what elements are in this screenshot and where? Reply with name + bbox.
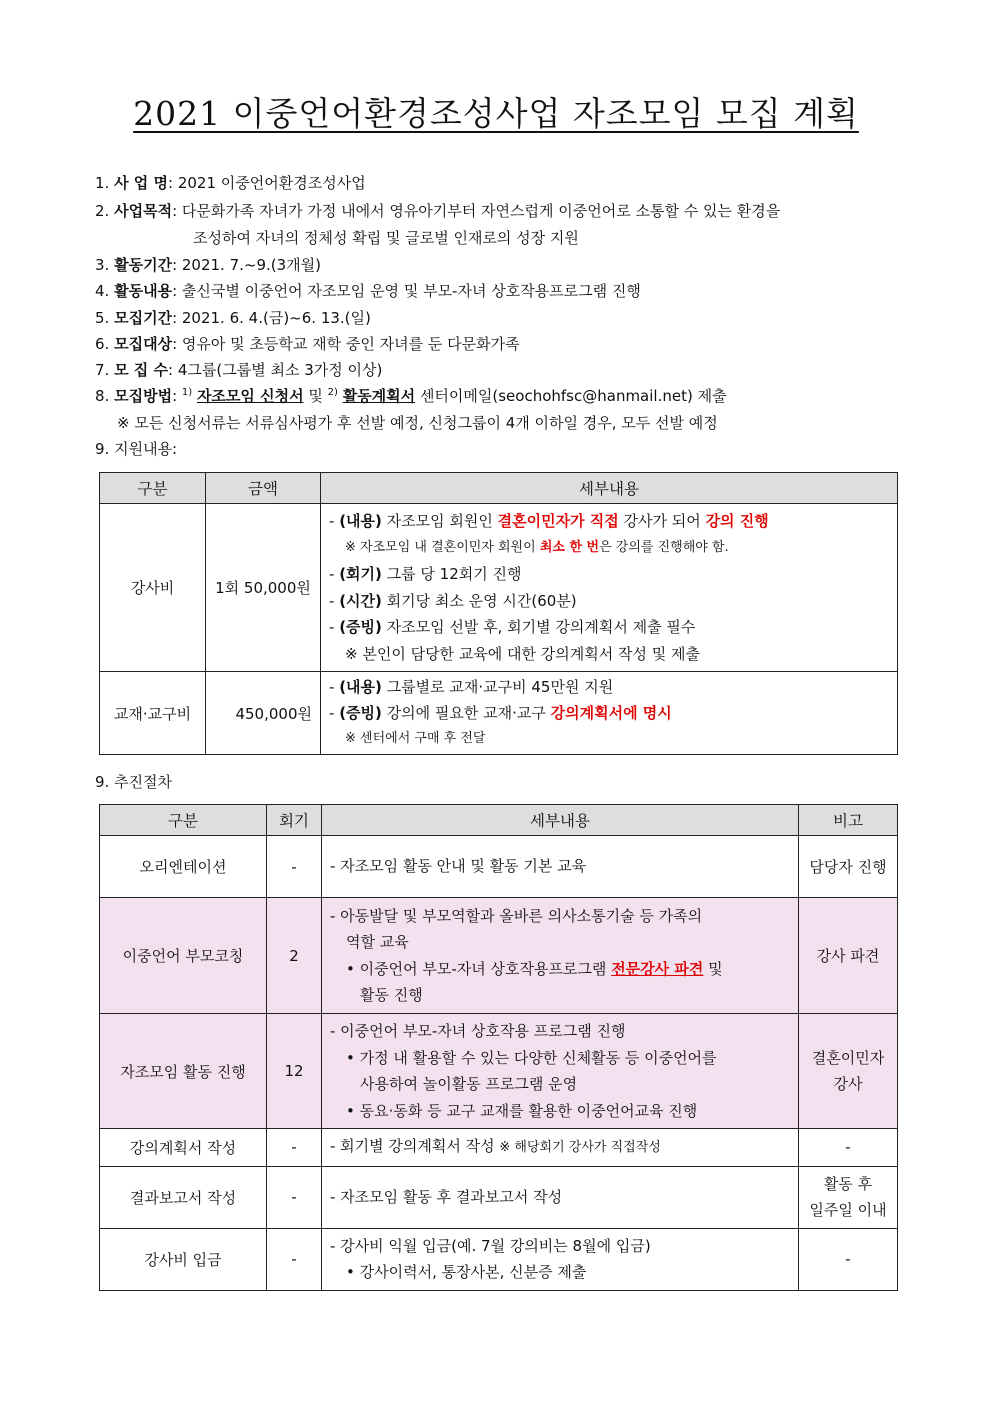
header-note: 비고 [799,805,898,836]
table-row [100,1129,898,1167]
category-cell: 교재·교구비 [100,672,206,755]
header-detail: 세부내용 [322,805,799,836]
info-line-purpose: 2. 사업목적: 다문화가족 자녀가 가정 내에서 영유아기부터 자연스럽게 이중언어로 소통할 수 있는 환경을 [95,202,781,220]
info-line-method-note: ※ 모든 신청서류는 서류심사평가 후 선발 예정, 신청그룹이 4개 이하일 경우, 모두 선발 예정 [117,414,718,432]
table-row [100,1166,898,1228]
info-line-purpose-cont: 조성하여 자녀의 정체성 확립 및 글로벌 인재로의 성장 지원 [193,229,579,247]
count-cell: - [267,1228,322,1290]
count-cell: - [267,1129,322,1167]
table-row [100,898,898,1014]
info-line-activity: 4. 활동내용: 출신국별 이중언어 자조모임 운영 및 부모-자녀 상호작용프로그램 진행 [95,282,641,300]
info-line-count: 7. 모 집 수: 4그룹(그룹별 최소 3가정 이상) [95,361,383,379]
info-line-project-name: 1. 사 업 명: 2021 이중언어환경조성사업 [95,174,366,192]
category-cell: 이중언어 부모코칭 [100,898,267,1014]
category-cell: 강사비 입금 [100,1228,267,1290]
process-table [99,804,898,1291]
count-cell: - [267,836,322,898]
detail-cell: - 회기별 강의계획서 작성 ※ 해당회기 강사가 직접작성 [322,1129,799,1167]
note-cell: 결혼이민자 강사 [799,1014,898,1129]
count-cell: - [267,1166,322,1228]
page-title: 2021 이중언어환경조성사업 자조모임 모집 계획 [133,94,859,133]
header-category: 구분 [100,805,267,836]
detail-cell: - 강사비 익월 입금(예. 7월 강의비는 8월에 입금) • 강사이력서, 통장사본, 신분증 제출 [322,1228,799,1290]
header-amount: 금액 [206,473,321,504]
category-cell: 결과보고서 작성 [100,1166,267,1228]
support-table [99,472,898,755]
detail-cell: - (내용) 자조모임 회원인 결혼이민자가 직접 강사가 되어 강의 진행 ※ 자조모임 내 결혼이민자 회원이 최소 한 번은 강의를 진행해야 함. - (회기) 그룹 당 12회기 진행 - (시간) 회기당 최소 운영 시간(60분) - (증빙) 자조모임 선발 후, 회기별 강의계획서 제출 필수 ※ 본인이 담당한 교육에 대한 강의계획서 작성 및 제출 [321,504,898,672]
detail-cell: - 자조모임 활동 안내 및 활동 기본 교육 [322,836,799,898]
info-line-method: 8. 모집방법: $^{1)}$ 자조모임 신청서 및 $^{2)}$ 활동계획서 센터이메일(seochohfsc@hanmail.net) 제출 [95,387,727,405]
category-cell: 오리엔테이션 [100,836,267,898]
header-count: 회기 [267,805,322,836]
note-cell: 활동 후 일주일 이내 [799,1166,898,1228]
table-row [100,836,898,898]
detail-cell: - (내용) 그룹별로 교재·교구비 45만원 지원 - (증빙) 강의에 필요한 교재·교구 강의계획서에 명시 ※ 센터에서 구매 후 전달 [321,672,898,755]
note-cell: - [799,1228,898,1290]
amount-cell: 450,000원 [206,672,321,755]
count-cell: 12 [267,1014,322,1129]
detail-cell: - 이중언어 부모-자녀 상호작용 프로그램 진행 • 가정 내 활용할 수 있는 다양한 신체활동 등 이중언어를 사용하여 놀이활동 프로그램 운영 • 동요·동화 등 교구 교재를 활용한 이중언어교육 진행 [322,1014,799,1129]
table-row [100,1228,898,1290]
category-cell: 강사비 [100,504,206,672]
info-line-period: 3. 활동기간: 2021. 7.~9.(3개월) [95,256,322,274]
info-line-target: 6. 모집대상: 영유아 및 초등학교 재학 중인 자녀를 둔 다문화가족 [95,335,520,353]
info-line-recruit-period: 5. 모집기간: 2021. 6. 4.(금)~6. 13.(일) [95,309,371,327]
amount-cell: 1회 50,000원 [206,504,321,672]
table-row [100,672,898,755]
detail-cell: - 아동발달 및 부모역할과 올바른 의사소통기술 등 가족의 역할 교육 • 이중언어 부모-자녀 상호작용프로그램 전문강사 파견 및 활동 진행 [322,898,799,1014]
section-process-label: 9. 추진절차 [95,773,173,791]
header-category: 구분 [100,473,206,504]
info-line-support: 9. 지원내용: [95,440,178,458]
table-row [100,1014,898,1129]
note-cell: 담당자 진행 [799,836,898,898]
table-row [100,504,898,672]
detail-cell: - 자조모임 활동 후 결과보고서 작성 [322,1166,799,1228]
category-cell: 자조모임 활동 진행 [100,1014,267,1129]
category-cell: 강의계획서 작성 [100,1129,267,1167]
note-cell: 강사 파견 [799,898,898,1014]
count-cell: 2 [267,898,322,1014]
header-detail: 세부내용 [321,473,898,504]
note-cell: - [799,1129,898,1167]
